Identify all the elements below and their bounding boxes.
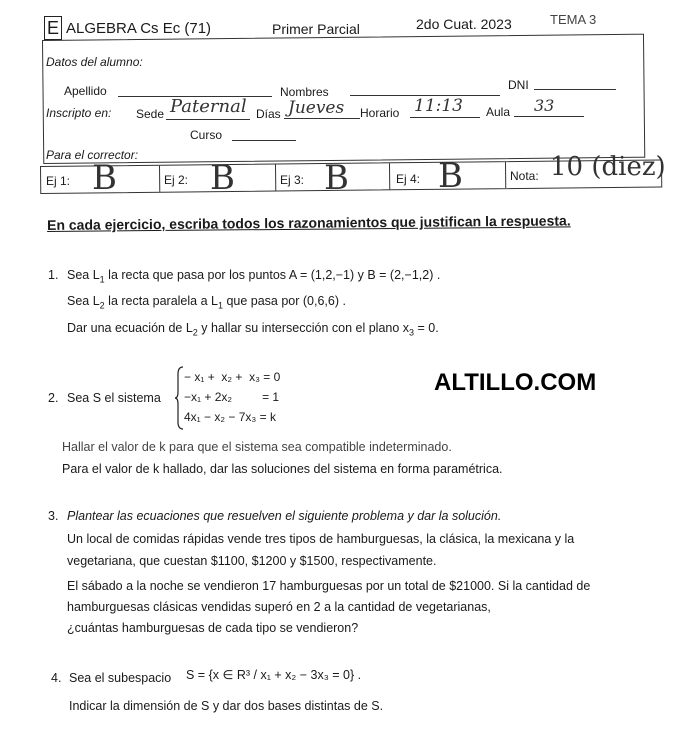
q2-line1: Hallar el valor de k para que el sistema sea compatible indeterminado.	[62, 440, 452, 454]
horario-label: Horario	[360, 106, 400, 120]
apellido-label: Apellido	[64, 84, 107, 98]
aula-label: Aula	[486, 105, 511, 119]
q1-line3: Dar una ecuación de $L_2$ y hallar su intersección con el plano $x_3 = 0$.	[67, 321, 439, 338]
ej2-label: Ej 2:	[164, 173, 189, 187]
q3-line2: vegetariana, que cuestan $1100, $1200 y $1500, respectivamente.	[67, 554, 437, 568]
q2-system-brace	[174, 366, 184, 435]
q1-line2: Sea $L_2$ la recta paralela a $L_1$ que pasa por (0,6,6) .	[67, 294, 346, 311]
curso-field[interactable]	[232, 140, 296, 141]
question-3-number: 3.	[48, 509, 59, 523]
horario-field[interactable]	[410, 117, 480, 118]
q1-line1: Sea $L_1$ la recta que pasa por los puntos A = (1,2,−1) y B = (2,−1,2) .	[67, 268, 441, 285]
ej2-grade: B	[210, 158, 235, 198]
question-2-number: 2.	[48, 391, 59, 405]
exam-tema: TEMA 3	[550, 12, 597, 27]
q2-line2: Para el valor de k hallado, dar las soluciones del sistema en forma paramétrica.	[62, 462, 503, 476]
student-box-title: Datos del alumno:	[46, 55, 143, 69]
nota-value: 10 (diez)	[550, 152, 666, 182]
ej3-label: Ej 3:	[280, 173, 305, 187]
question-1: 1.	[48, 268, 59, 282]
exam-letter-box	[44, 16, 62, 40]
corrector-title: Para el corrector:	[46, 148, 139, 162]
ej4-grade: B	[438, 156, 463, 196]
ej1-grade: B	[92, 158, 117, 198]
ej4-label: Ej 4:	[396, 172, 421, 186]
nombres-label: Nombres	[280, 85, 329, 99]
course-title: ALGEBRA Cs Ec (71)	[66, 20, 212, 37]
curso-label: Curso	[190, 128, 223, 142]
q2-eq1: − x₁ + x₂ + x₃ = 0	[184, 370, 281, 384]
sede-field[interactable]	[166, 119, 250, 120]
q3-line5: ¿cuántas hamburguesas de cada tipo se vendieron?	[67, 621, 359, 635]
aula-field[interactable]	[514, 116, 584, 117]
exam-term: 2do Cuat. 2023	[416, 16, 512, 32]
q3-line3: El sábado a la noche se vendieron 17 hamburguesas por un total de $21000. Si la cantidad de	[67, 579, 591, 593]
aula-value: 33	[534, 96, 555, 115]
dni-field[interactable]	[534, 89, 616, 90]
nota-label: Nota:	[510, 169, 539, 183]
ej1-label: Ej 1:	[46, 174, 71, 188]
q4-set: S = {x ∈ R³ / x₁ + x₂ − 3x₃ = 0} .	[186, 668, 362, 682]
q2-intro: Sea S el sistema	[67, 391, 161, 405]
q4-line2: Indicar la dimensión de S y dar dos bases distintas de S.	[69, 699, 384, 713]
ej3-grade: B	[324, 158, 349, 198]
dias-value: Jueves	[288, 98, 345, 118]
exam-name: Primer Parcial	[272, 21, 360, 37]
dias-label: Días	[256, 107, 281, 121]
sede-label: Sede	[136, 107, 165, 121]
exam-letter: E	[46, 18, 59, 38]
dias-field[interactable]	[284, 118, 360, 119]
watermark: ALTILLO.COM	[434, 369, 597, 396]
q2-eq2: −x₁ + 2x₂ = 1	[184, 390, 280, 404]
instruction-heading: En cada ejercicio, escriba todos los razonamientos que justifican la respuesta.	[47, 212, 571, 233]
q2-eq3: 4x₁ − x₂ − 7x₃ = k	[184, 410, 276, 424]
q3-line4: hamburguesas clásicas vendidas superó en 2 a la cantidad de vegetarianas,	[67, 600, 491, 614]
q3-title: Plantear las ecuaciones que resuelven el siguiente problema y dar la solución.	[67, 509, 502, 523]
horario-value: 11:13	[414, 96, 463, 116]
question-4-number: 4.	[51, 671, 62, 685]
q4-intro: Sea el subespacio	[69, 671, 172, 685]
sede-value: Paternal	[170, 96, 247, 117]
inscripto-label: Inscripto en:	[46, 106, 112, 120]
dni-label: DNI	[508, 78, 529, 92]
q3-line1: Un local de comidas rápidas vende tres tipos de hamburguesas, la clásica, la mexicana y la	[67, 532, 575, 546]
